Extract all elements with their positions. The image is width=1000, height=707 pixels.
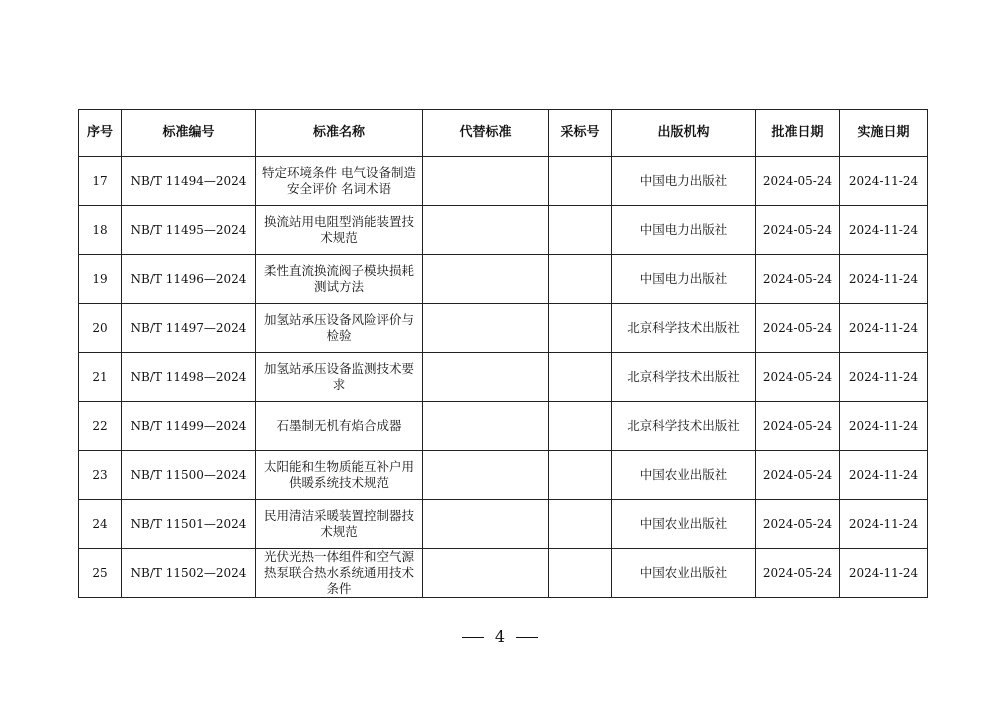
cell-replaced	[423, 304, 549, 353]
cell-publisher: 中国电力出版社	[612, 255, 756, 304]
cell-replaced	[423, 157, 549, 206]
cell-publisher: 中国农业出版社	[612, 500, 756, 549]
cell-code: NB/T 11494—2024	[122, 157, 256, 206]
cell-seq: 19	[79, 255, 122, 304]
table-row	[79, 304, 928, 353]
cell-replaced	[423, 402, 549, 451]
cell-code: NB/T 11498—2024	[122, 353, 256, 402]
footer-dash-left	[462, 637, 484, 638]
cell-adopted	[549, 451, 612, 500]
cell-publisher: 北京科学技术出版社	[612, 353, 756, 402]
table-row	[79, 353, 928, 402]
cell-approval-date: 2024-05-24	[756, 206, 840, 255]
cell-seq: 22	[79, 402, 122, 451]
cell-approval-date: 2024-05-24	[756, 451, 840, 500]
table-row	[79, 549, 928, 598]
table-row	[79, 500, 928, 549]
cell-seq: 21	[79, 353, 122, 402]
cell-publisher: 北京科学技术出版社	[612, 402, 756, 451]
cell-code: NB/T 11495—2024	[122, 206, 256, 255]
cell-name: 换流站用电阻型消能装置技术规范	[256, 206, 423, 255]
header-adopted: 采标号	[549, 110, 612, 157]
header-code: 标准编号	[122, 110, 256, 157]
cell-effective-date: 2024-11-24	[840, 304, 928, 353]
cell-name: 太阳能和生物质能互补户用供暖系统技术规范	[256, 451, 423, 500]
standards-table	[78, 109, 928, 598]
cell-adopted	[549, 157, 612, 206]
cell-effective-date: 2024-11-24	[840, 451, 928, 500]
cell-replaced	[423, 549, 549, 598]
cell-name: 石墨制无机有焰合成器	[256, 402, 423, 451]
cell-adopted	[549, 549, 612, 598]
cell-approval-date: 2024-05-24	[756, 353, 840, 402]
header-name: 标准名称	[256, 110, 423, 157]
header-replaced: 代替标准	[423, 110, 549, 157]
cell-adopted	[549, 255, 612, 304]
table-row	[79, 157, 928, 206]
table-row	[79, 451, 928, 500]
cell-replaced	[423, 255, 549, 304]
cell-effective-date: 2024-11-24	[840, 500, 928, 549]
cell-approval-date: 2024-05-24	[756, 157, 840, 206]
cell-approval-date: 2024-05-24	[756, 304, 840, 353]
cell-replaced	[423, 353, 549, 402]
page-footer	[0, 627, 1000, 646]
cell-publisher: 中国电力出版社	[612, 157, 756, 206]
cell-effective-date: 2024-11-24	[840, 157, 928, 206]
cell-effective-date: 2024-11-24	[840, 549, 928, 598]
cell-publisher: 中国农业出版社	[612, 549, 756, 598]
cell-seq: 25	[79, 549, 122, 598]
cell-adopted	[549, 500, 612, 549]
cell-approval-date: 2024-05-24	[756, 255, 840, 304]
cell-name: 特定环境条件 电气设备制造安全评价 名词术语	[256, 157, 423, 206]
cell-replaced	[423, 451, 549, 500]
cell-name: 民用清洁采暖装置控制器技术规范	[256, 500, 423, 549]
cell-effective-date: 2024-11-24	[840, 353, 928, 402]
cell-code: NB/T 11496—2024	[122, 255, 256, 304]
cell-approval-date: 2024-05-24	[756, 500, 840, 549]
table-row	[79, 255, 928, 304]
header-publisher: 出版机构	[612, 110, 756, 157]
cell-seq: 17	[79, 157, 122, 206]
cell-adopted	[549, 206, 612, 255]
cell-name: 柔性直流换流阀子模块损耗测试方法	[256, 255, 423, 304]
cell-seq: 18	[79, 206, 122, 255]
cell-effective-date: 2024-11-24	[840, 402, 928, 451]
cell-code: NB/T 11501—2024	[122, 500, 256, 549]
table-header-row	[79, 110, 928, 157]
cell-effective-date: 2024-11-24	[840, 255, 928, 304]
cell-code: NB/T 11499—2024	[122, 402, 256, 451]
table-row	[79, 402, 928, 451]
cell-adopted	[549, 402, 612, 451]
cell-code: NB/T 11500—2024	[122, 451, 256, 500]
cell-publisher: 北京科学技术出版社	[612, 304, 756, 353]
cell-adopted	[549, 304, 612, 353]
header-seq: 序号	[79, 110, 122, 157]
header-approval-date: 批准日期	[756, 110, 840, 157]
cell-approval-date: 2024-05-24	[756, 402, 840, 451]
cell-code: NB/T 11497—2024	[122, 304, 256, 353]
cell-replaced	[423, 206, 549, 255]
cell-name: 加氢站承压设备风险评价与检验	[256, 304, 423, 353]
cell-name: 光伏光热一体组件和空气源热泵联合热水系统通用技术条件	[256, 549, 423, 598]
cell-seq: 20	[79, 304, 122, 353]
cell-seq: 24	[79, 500, 122, 549]
page-number: 4	[494, 627, 506, 646]
cell-effective-date: 2024-11-24	[840, 206, 928, 255]
header-effective-date: 实施日期	[840, 110, 928, 157]
cell-adopted	[549, 353, 612, 402]
footer-dash-right	[516, 637, 538, 638]
cell-publisher: 中国农业出版社	[612, 451, 756, 500]
cell-name: 加氢站承压设备监测技术要求	[256, 353, 423, 402]
cell-publisher: 中国电力出版社	[612, 206, 756, 255]
cell-code: NB/T 11502—2024	[122, 549, 256, 598]
cell-replaced	[423, 500, 549, 549]
table-row	[79, 206, 928, 255]
cell-seq: 23	[79, 451, 122, 500]
cell-approval-date: 2024-05-24	[756, 549, 840, 598]
